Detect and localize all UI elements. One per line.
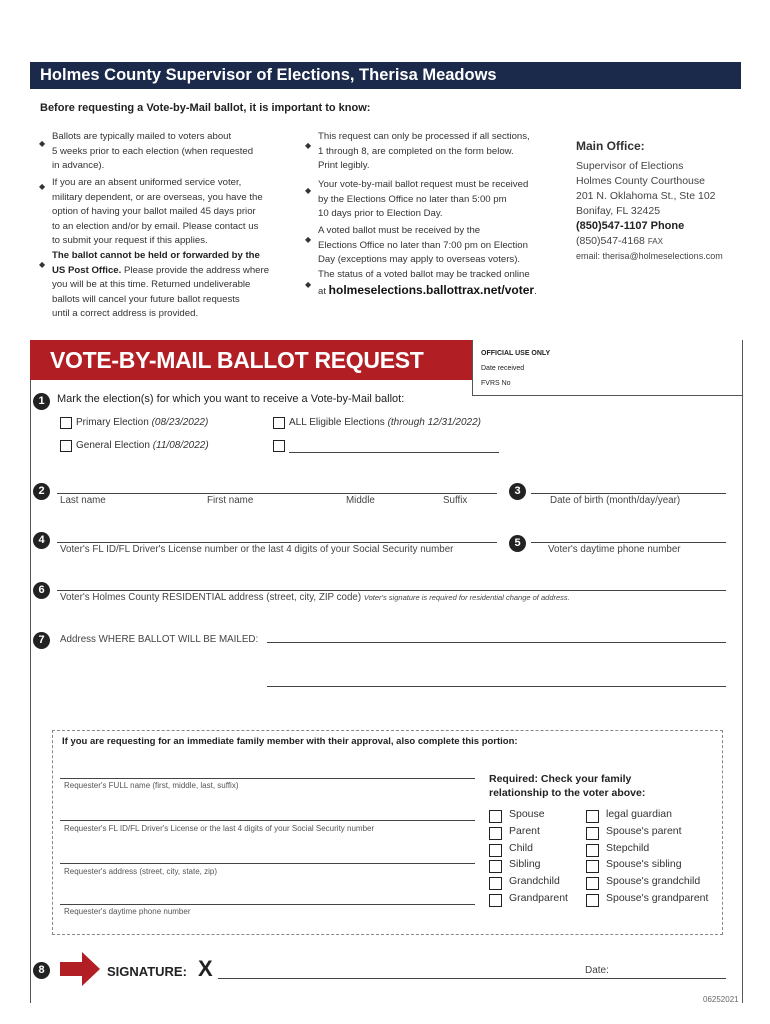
diamond-bullet-icon: ◆ [305,280,312,289]
step-number: 2 [33,483,50,500]
diamond-bullet-icon: ◆ [39,139,46,148]
bullet-uocava: ◆ If you are an absent uniformed service voter, military dependent, or are overseas, you have the option of having your ballot mailed 45 days prior to an election and/or by email. Please contact us to submit your request if this applies. [39,177,263,247]
voter-id-field[interactable] [57,542,497,543]
relationship-label: Child [509,841,533,854]
bullet-tracking: ◆ The status of a voted ballot may be tracked online at holmeselections.ballottrax.net/voter. [305,269,537,297]
tracking-link[interactable]: holmeselections.ballottrax.net/voter [328,282,535,297]
requester-phone-field[interactable] [60,904,475,905]
dob-field[interactable] [531,493,726,494]
mail-address-line1[interactable] [267,642,726,643]
primary-election-checkbox[interactable] [60,417,72,429]
relationship-checkbox[interactable] [489,894,502,907]
step-number: 6 [33,582,50,599]
relationship-checkbox[interactable] [586,860,599,873]
relationship-checkbox[interactable] [489,860,502,873]
bullet-processing: ◆ This request can only be processed if all sections, 1 through 8, are completed on the form below. Print legibly. [305,131,530,172]
step-number: 3 [509,483,526,500]
relationship-label: Stepchild [606,841,650,854]
relationship-checkbox[interactable] [586,810,599,823]
diamond-bullet-icon: ◆ [305,235,312,244]
relationship-label: legal guardian [606,808,672,820]
relationship-label: Spouse's sibling [606,858,682,871]
relationship-checkbox[interactable] [586,877,599,890]
relationship-checkbox[interactable] [586,827,599,840]
step-number: 8 [33,962,50,979]
mail-address-line2[interactable] [267,686,726,687]
diamond-bullet-icon: ◆ [39,260,46,269]
signature-field[interactable] [218,978,726,979]
general-election-label: General Election (11/08/2022) [76,440,209,451]
diamond-bullet-icon: ◆ [39,182,46,191]
requester-address-field[interactable] [60,863,475,864]
step-number: 4 [33,532,50,549]
form-revision-code: 06252021 [703,995,739,1004]
relationship-label: Spouse's grandchild [606,875,701,888]
form-title: VOTE-BY-MAIL BALLOT REQUEST [30,340,472,380]
signature-x: X [198,956,213,981]
requester-id-field[interactable] [60,820,475,821]
residential-address-field[interactable] [57,590,726,591]
relationship-checkbox[interactable] [489,877,502,890]
official-use-box: OFFICIAL USE ONLY Date received FVRS No [472,340,742,396]
primary-election-label: Primary Election (08/23/2022) [76,417,209,428]
relationship-label: Spouse's parent [606,824,682,837]
signature-label: SIGNATURE: [107,964,187,979]
office-fax: (850)547-4168 [576,235,645,247]
main-office-heading: Main Office: [576,139,645,153]
relationship-checkbox[interactable] [489,844,502,857]
relationship-label: Grandparent [509,891,568,904]
relationship-checkbox[interactable] [586,844,599,857]
family-heading: If you are requesting for an immediate family member with their approval, also complete this portion: [62,736,518,747]
relationship-label: Spouse [509,808,545,820]
office-email: email: therisa@holmeselections.com [576,251,723,261]
other-election-checkbox[interactable] [273,440,285,452]
bullet-mail-timing: ◆ Ballots are typically mailed to voters about 5 weeks prior to each election (when requested in advance). [39,131,254,172]
agency-header: Holmes County Supervisor of Elections, Therisa Meadows [30,62,741,89]
relationship-heading: Required: Check your family relationship to the voter above: [489,773,646,799]
relationship-label: Parent [509,824,540,837]
step-number: 5 [509,535,526,552]
relationship-label: Grandchild [509,875,560,888]
date-label: Date: [585,965,609,976]
other-election-field[interactable] [289,452,499,453]
step1-instruction: Mark the election(s) for which you want to receive a Vote-by-Mail ballot: [57,393,405,405]
general-election-checkbox[interactable] [60,440,72,452]
diamond-bullet-icon: ◆ [305,141,312,150]
office-phone: (850)547-1107 Phone [576,220,685,232]
intro-heading: Before requesting a Vote-by-Mail ballot, it is important to know: [40,102,371,114]
mail-address-label: Address WHERE BALLOT WILL BE MAILED: [60,634,259,645]
bullet-deadline-ballot: ◆ A voted ballot must be received by the Elections Office no later than 7:00 pm on Election Day (exceptions may apply to overseas voters). [305,225,528,266]
relationship-checkbox[interactable] [586,894,599,907]
relationship-label: Sibling [509,858,541,871]
voter-phone-field[interactable] [531,542,726,543]
step-number: 1 [33,393,50,410]
step-number: 7 [33,632,50,649]
relationship-checkbox[interactable] [489,810,502,823]
relationship-label: Spouse's grandparent [606,891,709,904]
diamond-bullet-icon: ◆ [305,186,312,195]
requester-name-field[interactable] [60,778,475,779]
main-office-address: Supervisor of Elections Holmes County Courthouse 201 N. Oklahoma St., Ste 102 Bonifay, FL 32425 (850)547-1107 Phone (850)547-4168 FAX email: therisa@holmeselections.com [576,159,723,264]
bullet-deadline-request: ◆ Your vote-by-mail ballot request must be received by the Elections Office no later than 5:00 pm 10 days prior to Election Day. [305,179,529,220]
relationship-checkbox[interactable] [489,827,502,840]
all-elections-label: ALL Eligible Elections (through 12/31/2022) [289,417,481,428]
voter-name-field[interactable] [57,493,497,494]
bullet-post-office: ◆ The ballot cannot be held or forwarded by the US Post Office. Please provide the address where you will be at this time. Returned undeliverable ballots will cancel your future ballot requests until a correct address is provided. [39,250,270,320]
arrow-right-icon [60,952,100,986]
all-elections-checkbox[interactable] [273,417,285,429]
